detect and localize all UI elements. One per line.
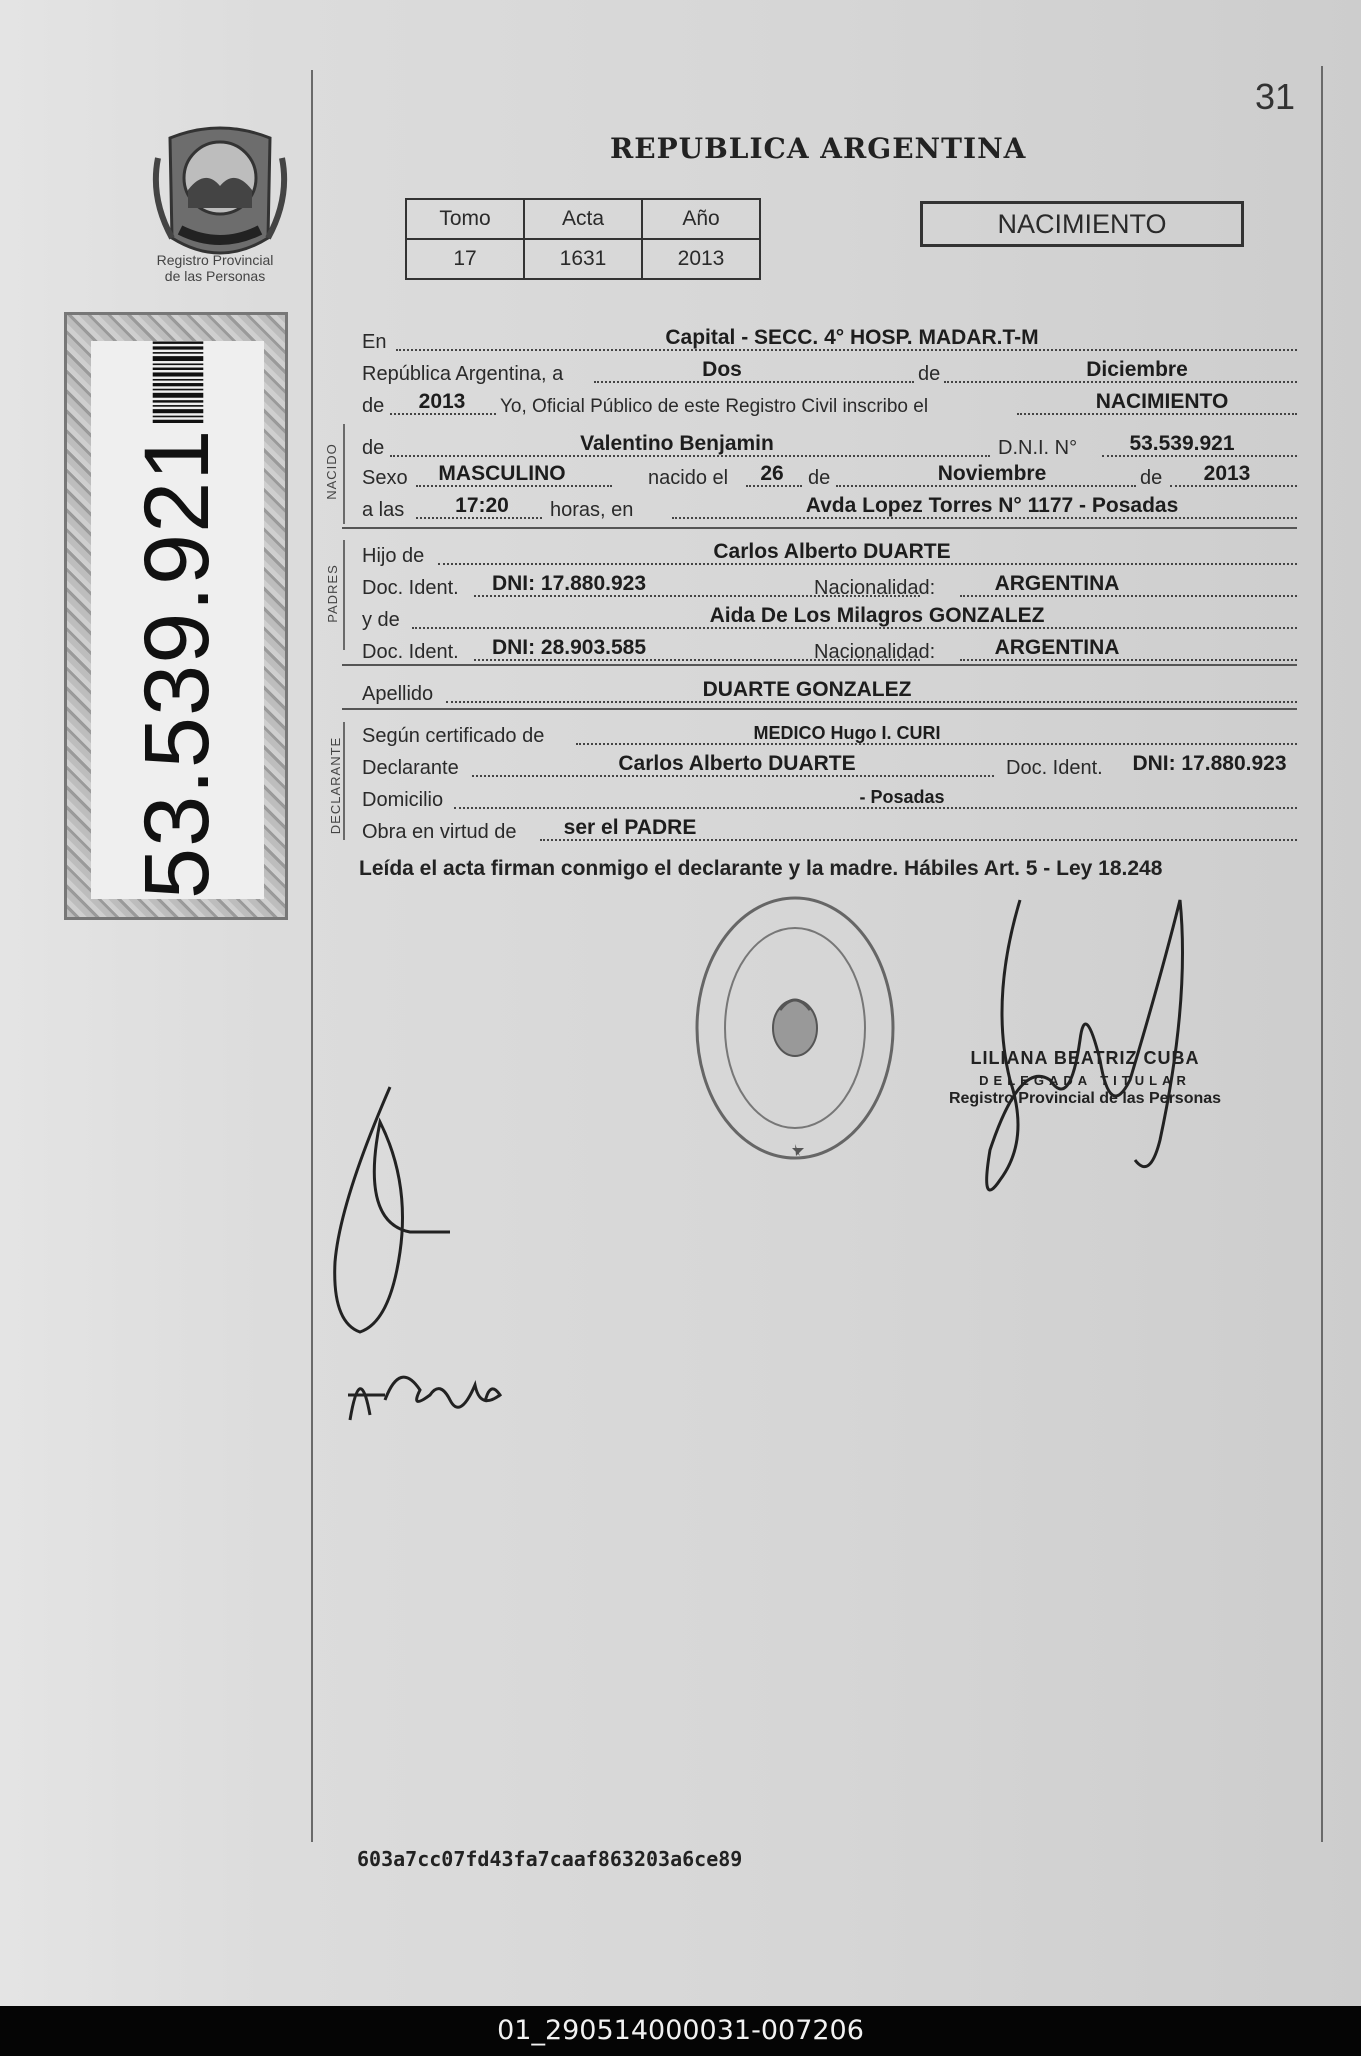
horas-place: Avda Lopez Torres N° 1177 - Posadas xyxy=(805,494,1179,517)
barcode-number: 53.539.921 xyxy=(126,428,228,899)
registry-value-acta: 1631 xyxy=(524,239,642,279)
obra-label: Obra en virtud de xyxy=(362,821,517,843)
footer-id-bar: 01_290514000031-007206 xyxy=(0,2006,1361,2056)
en-label: En xyxy=(362,331,387,353)
alas-label: a las xyxy=(362,499,405,521)
doc1-value: DNI: 17.880.923 xyxy=(491,572,647,595)
separator-padres xyxy=(342,664,1297,666)
horas-label: horas, en xyxy=(550,499,634,521)
dom-value: - Posadas xyxy=(859,787,945,807)
registry-value-tomo: 17 xyxy=(406,239,524,279)
de-year-value: 2013 xyxy=(418,390,466,413)
official-handwritten-signature xyxy=(960,880,1200,1210)
line-obra xyxy=(362,814,1297,846)
official-office: Registro Provincial de las Personas xyxy=(948,1090,1222,1107)
section-line-padres xyxy=(343,540,345,650)
barcode-icon xyxy=(143,341,213,423)
inscribo-value: NACIMIENTO xyxy=(1095,390,1229,413)
line-republica xyxy=(362,356,1297,388)
official-name: LILIANA BEATRIZ CUBA xyxy=(970,1048,1200,1068)
decl-doc-label: Doc. Ident. xyxy=(1006,757,1103,779)
child-name-value: Valentino Benjamin xyxy=(580,432,774,455)
official-seal-stamp xyxy=(692,890,898,1166)
sexo-value: MASCULINO xyxy=(438,462,566,485)
separator-apellido xyxy=(342,708,1297,710)
nac1-value: ARGENTINA xyxy=(994,572,1120,595)
line-child-name xyxy=(362,430,1297,462)
line-doc-padre xyxy=(362,570,1297,602)
mother-name: Aida De Los Milagros GONZALEZ xyxy=(709,604,1045,627)
line-inscribe xyxy=(362,388,1297,420)
dni-label: D.N.I. N° xyxy=(998,437,1078,459)
registry-header-tomo: Tomo xyxy=(406,199,524,239)
nacido-year: 2013 xyxy=(1203,462,1251,485)
obra-value: ser el PADRE xyxy=(563,816,697,839)
hijo-label: Hijo de xyxy=(362,545,425,567)
apellido-label: Apellido xyxy=(362,683,434,705)
cert-value: MEDICO Hugo I. CURI xyxy=(753,723,941,743)
right-margin-line xyxy=(1321,66,1323,1842)
line-domicilio xyxy=(362,782,1297,814)
dom-label: Domicilio xyxy=(362,789,444,811)
country-title: REPUBLICA ARGENTINA xyxy=(610,132,1027,165)
mother-signature xyxy=(340,1340,510,1430)
line-doc-madre xyxy=(362,634,1297,666)
closing-statement: Leída el acta firman conmigo el declarante y la madre. Hábiles Art. 5 - Ley 18.248 xyxy=(359,857,1163,880)
registry-table-header-row xyxy=(406,199,760,239)
record-type-box: NACIMIENTO xyxy=(920,201,1244,247)
decl-label: Declarante xyxy=(362,757,459,779)
line-sexo xyxy=(362,460,1297,492)
republica-day: Dos xyxy=(702,358,742,381)
page-number: 31 xyxy=(1255,76,1296,117)
section-line-declarante xyxy=(343,722,345,840)
apellido-value: DUARTE GONZALEZ xyxy=(702,678,912,701)
line-apellido xyxy=(362,676,1297,708)
line-alas xyxy=(362,492,1297,524)
logo-caption-line1: Registro Provincial xyxy=(156,252,274,268)
left-margin-line xyxy=(311,70,313,1842)
dni-value: 53.539.921 xyxy=(1129,432,1235,455)
de-label: de xyxy=(362,395,385,417)
barcode-area xyxy=(91,341,264,899)
side-label-declarante: DECLARANTE xyxy=(328,736,344,835)
nac1-label: Nacionalidad: xyxy=(814,577,936,599)
nacido-de2-label: de xyxy=(1140,467,1163,489)
alas-time: 17:20 xyxy=(455,494,509,517)
nac2-label: Nacionalidad: xyxy=(814,641,936,663)
nacido-de-label: de xyxy=(808,467,831,489)
nac2-value: ARGENTINA xyxy=(994,636,1120,659)
line-en xyxy=(362,324,1297,356)
de2-label: de xyxy=(362,437,385,459)
nacido-month: Noviembre xyxy=(937,462,1047,485)
separator-nacido xyxy=(342,527,1297,529)
registry-header-anio: Año xyxy=(642,199,760,239)
yo-oficial-text: Yo, Oficial Público de este Registro Civil inscribo el xyxy=(500,396,929,417)
line-hijo-de xyxy=(362,538,1297,570)
registry-header-acta: Acta xyxy=(524,199,642,239)
yde-label: y de xyxy=(362,609,400,631)
nacido-day: 26 xyxy=(760,462,784,485)
declarant-signature xyxy=(320,1082,460,1382)
line-certificado xyxy=(362,718,1297,750)
registry-value-anio: 2013 xyxy=(642,239,760,279)
logo-caption xyxy=(135,252,295,284)
en-value: Capital - SECC. 4° HOSP. MADAR.T-M xyxy=(665,326,1039,349)
republica-month: Diciembre xyxy=(1086,358,1188,381)
father-name: Carlos Alberto DUARTE xyxy=(713,540,951,563)
side-label-nacido: NACIDO xyxy=(323,443,339,500)
nacido-label: nacido el xyxy=(648,467,729,489)
registry-table-value-row xyxy=(406,239,760,279)
logo-caption-line2: de las Personas xyxy=(164,268,266,284)
side-label-padres: PADRES xyxy=(324,564,340,623)
official-role: DELEGADA TITULAR xyxy=(979,1073,1191,1088)
doc2-value: DNI: 28.903.585 xyxy=(491,636,647,659)
republica-label: República Argentina, a xyxy=(362,363,564,385)
section-line-nacido xyxy=(343,424,345,524)
cert-label: Según certificado de xyxy=(362,725,545,747)
registry-table xyxy=(405,198,761,280)
line-y-de xyxy=(362,602,1297,634)
decl-value: Carlos Alberto DUARTE xyxy=(618,752,856,775)
doc1-label: Doc. Ident. xyxy=(362,577,459,599)
decl-doc-value: DNI: 17.880.923 xyxy=(1132,752,1287,775)
sexo-label: Sexo xyxy=(362,467,408,489)
barcode-rotated xyxy=(91,341,264,899)
doc2-label: Doc. Ident. xyxy=(362,641,459,663)
line-declarante xyxy=(362,750,1297,782)
barcode-panel xyxy=(64,312,288,920)
republica-de-label: de xyxy=(918,363,941,385)
hash-code: 603a7cc07fd43fa7caaf863203a6ce89 xyxy=(357,1847,743,1871)
